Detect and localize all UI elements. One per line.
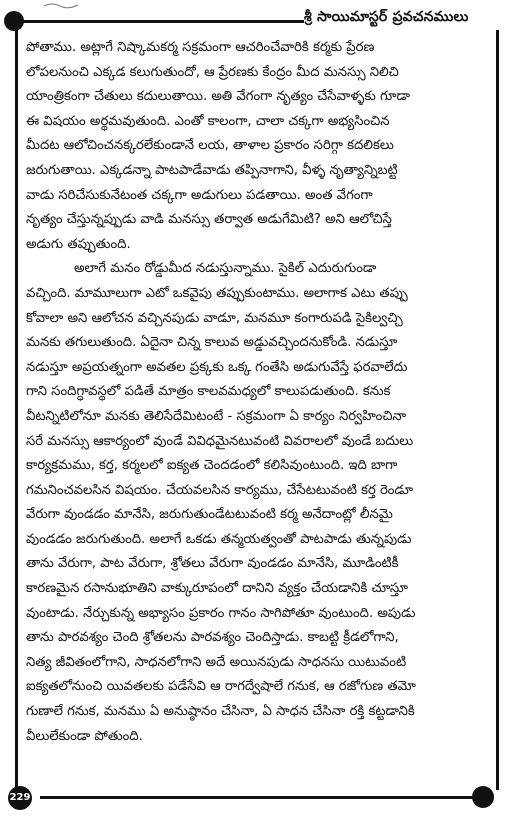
text-line: గమనించవలసిన విషయం. చేయవలసిన కార్యము, చేసేటటువంటి కర్త రెండూ: [26, 482, 414, 498]
text-line: నిత్య జీవితంలోగాని, సాధనలోగాని అదే అయినపుడు సాధనసు యిటువంటి: [26, 654, 407, 670]
text-line: జరుగుతాయి. ఎక్కడన్నా పాటపాడేవాడు తప్పినాగాని, వీళ్ళ నృత్యాన్నిబట్టి: [26, 162, 398, 178]
left-border-rule: [15, 30, 18, 790]
text-line: వచ్చింది. మామూలుగా ఎటో ఒకవైపు తప్పుకుంటాము. అలాగాక ఎటు తప్పు: [26, 285, 408, 301]
text-line: వీటన్నిటిలోనూ మనకు తెలిసేదేమిటంటే - సక్రమంగా ఏ కార్యం నిర్వహించినా: [26, 408, 407, 424]
text-line: సరే మనస్సు ఆకార్యంలో వుండే వివిధమైనటువంటి వివరాలలో వుండే బదులు: [26, 433, 414, 449]
text-line: నడుస్తూ అప్రయత్నంగా అవతల ప్రక్కకు ఒక్క గంతేసి అడుగువేస్తే ఫరవాలేదు: [26, 359, 408, 375]
paragraph-2: [26, 257, 488, 749]
text-line: కోవాలా అని ఆలోచన వచ్చినపుడు వాడూ, మనమూ కంగారుపడి సైకిల్వచ్చి: [26, 310, 403, 326]
right-border-rule: [496, 30, 499, 790]
text-line: అడుగు తప్పుతుంది.: [26, 236, 131, 252]
paragraph-1: [26, 36, 488, 257]
page-number-badge: 229: [8, 786, 32, 810]
text-line: వుండడం జరుగుతుంది. అలాగే ఒకడు తన్మయత్వంతో పాటపాడు తున్నపుడు: [26, 531, 412, 547]
text-line: వాడు సరిచేసుకునేటంత చక్కగా అడుగులు పడతాయి. అంత వేగంగా: [26, 187, 373, 203]
text-line: మీదట ఆలోచించనక్కరలేకుండానే లయ, తాళాల ప్రకారం సరిగ్గా కదలికలు: [26, 138, 394, 154]
text-line: ఈ విషయం అర్థమవుతుంది. ఎంతో కాలంగా, చాలా చక్కగా అభ్యసించిన: [26, 113, 390, 129]
text-line: మనకు తగులుతుంది. ఏదైనా చిన్న కాలువ అడ్డువచ్చిందనుకోండి. నడుస్తూ: [26, 335, 398, 351]
running-header-title: శ్రీ సాయిమాస్టర్ ప్రవచనములు: [304, 9, 469, 25]
text-line: వేరుగా వుండడం మానేసి, జరుగుతుండేటటువంటి కర్మ అనేదాంట్లో లీనమై: [26, 507, 393, 523]
pen-mark: [42, 0, 82, 10]
text-line: పోతాము. అట్లాగే నిష్కామకర్మ సక్రమంగా ఆచరించేవారికి కర్మకు ప్రేరణ: [26, 40, 375, 55]
text-line: వీలులేకుండా పోతుంది.: [26, 728, 143, 744]
text-line: లోపలనుంచి ఎక్కడ కలుగుతుందో, ఆ ప్రేరణకు కేంద్రం మీద మనస్సు నిలిచి: [26, 64, 399, 80]
text-line: గుణాలే గనుక, మనము ఏ అనుష్ఠానం చేసినా, ఏ సాధన చేసినా రక్తి కట్టడానికి: [26, 704, 415, 720]
header-rule: [12, 20, 304, 23]
text-line: యాంత్రికంగా చేతులు కదులుతాయి. అతి వేగంగా నృత్యం చేసేవాళ్ళకు గూడా: [26, 89, 410, 105]
text-line: నృత్యం చేస్తున్నప్పుడు వాడి మనస్సు తర్వాత అడుగేమిటి? అని ఆలోచిస్తే: [26, 212, 392, 228]
text-line: తాను పారవశ్యం చెంది శ్రోతలను పారవశ్యం చెందిస్తాడు. కాబట్టి క్రీడలోగాని,: [26, 630, 399, 646]
footer-rule: [40, 796, 480, 799]
text-line: గాని సందిగ్ధావస్థలో పడితే మాత్రం కాలవమధ్యలో కాలుపడుతుంది. కనుక: [26, 384, 391, 400]
text-line: కారణమైన రసానుభూతిని వాక్కురూపంలో దానిని వ్యక్తం చేయడానికి చూస్తూ: [26, 581, 408, 597]
footer-ornament-dot: [472, 786, 494, 808]
text-line: కార్యక్రమము, కర్త, కర్మలలో ఐక్యత చెందడంలో కలిసివుంటుంది. ఇది బాగా: [26, 458, 398, 474]
body-text: [26, 36, 488, 749]
text-line: అలాగే మనం రోడ్డుమీద నడుస్తున్నాము. సైకిల్ ఎదురుగుండా: [74, 261, 377, 277]
text-line: తాను వేరుగా, పాట వేరుగా, శ్రోతలు వేరుగా వుండడం మానేసి, మూడింటికీ: [26, 556, 399, 572]
text-line: ఐక్యతలోనుంచి యివతలకు పడేసేవి ఆ రాగద్వేషాలే గనుక, ఆ రజోగుణ తమో: [26, 679, 416, 695]
text-line: వుంటాడు. నేర్చుకున్న అభ్యాసం ప్రకారం గానం సాగిపోతూ వుంటుంది. అపుడు: [26, 605, 416, 621]
